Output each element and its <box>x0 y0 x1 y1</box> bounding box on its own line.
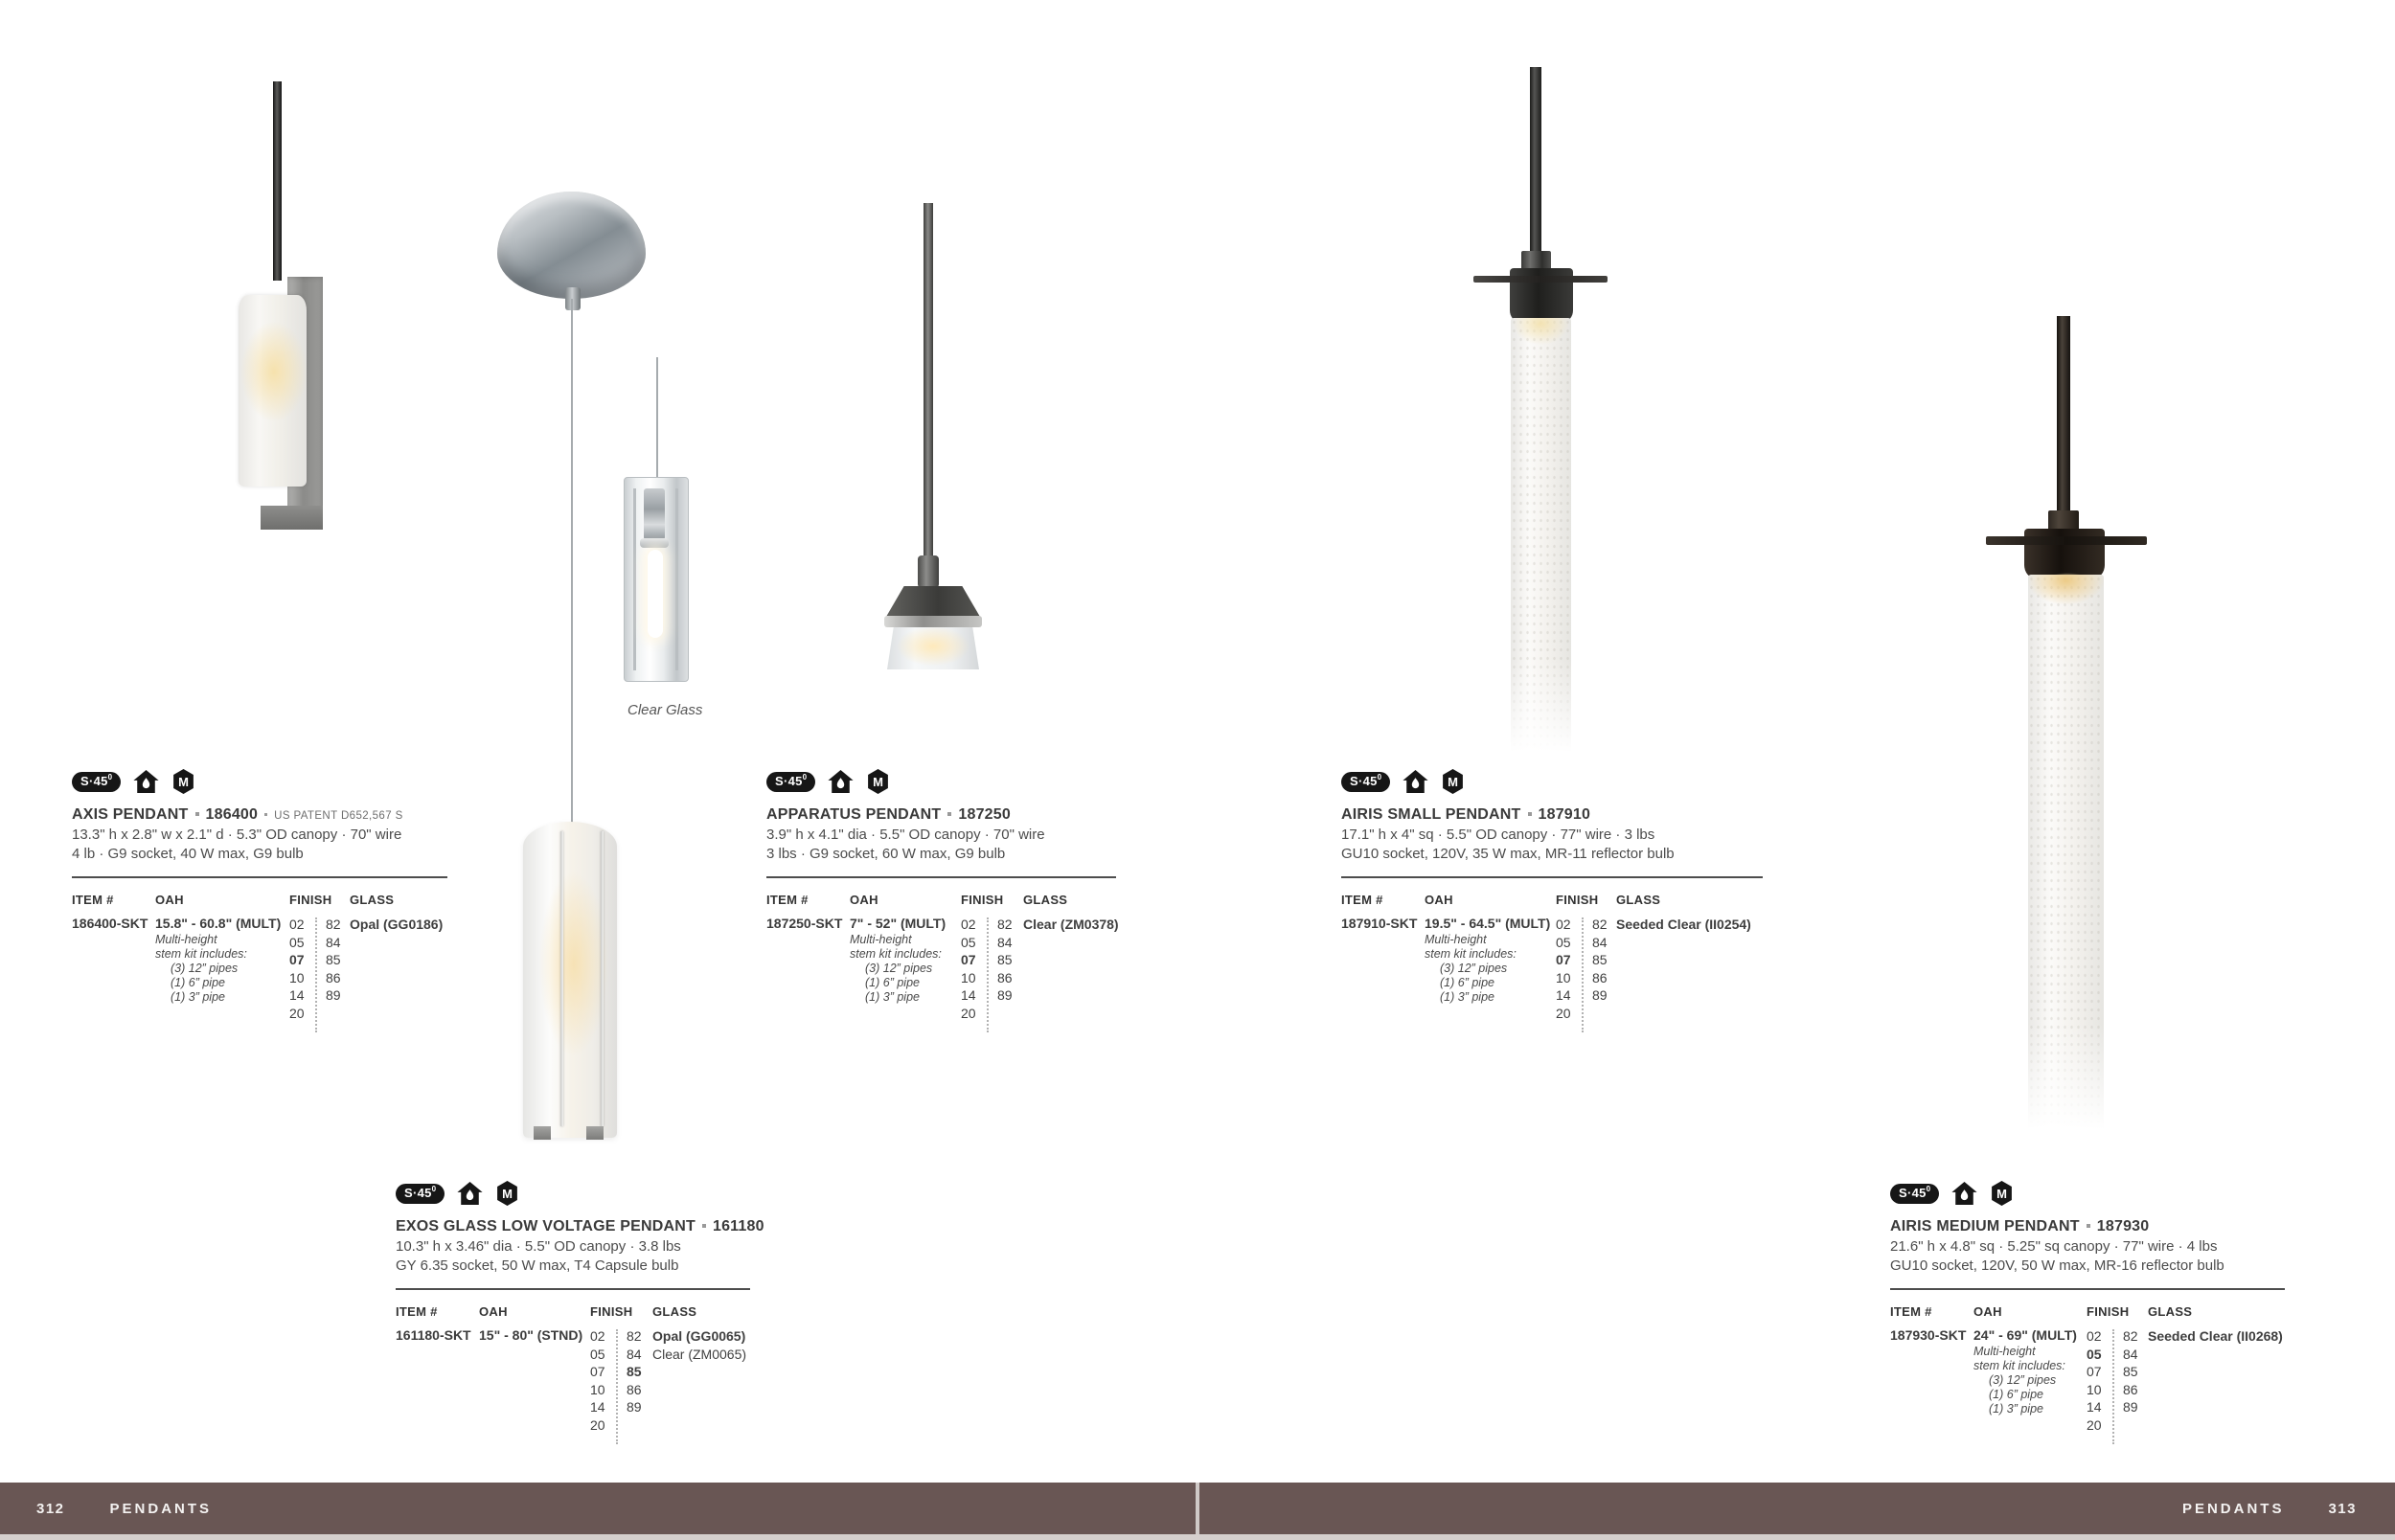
finish-code: 84 <box>2123 1346 2138 1362</box>
exos-pendant-photo <box>493 192 714 1149</box>
item-number: 187930-SKT <box>1890 1327 1967 1343</box>
finish-code: 82 <box>627 1328 642 1344</box>
spec-line-2: 4 lb · G9 socket, 40 W max, G9 bulb <box>72 846 304 862</box>
product-block-apparatus <box>766 757 1119 1073</box>
divider-rule <box>72 876 447 878</box>
oah-note: (1) 6” pipe <box>1989 1388 2043 1401</box>
col-header-glass: GLASS <box>1023 893 1068 907</box>
finish-dotted-divider <box>315 917 317 1032</box>
product-name: EXOS GLASS LOW VOLTAGE PENDANT <box>396 1218 696 1234</box>
product-block-airis-small <box>1341 757 1763 1073</box>
finish-codes-col1 <box>961 916 980 1023</box>
glass-options <box>2148 1327 2283 1346</box>
glass-option: Clear (ZM0378) <box>1023 917 1119 932</box>
finish-code: 14 <box>590 1399 605 1415</box>
finish-code: 10 <box>961 969 976 985</box>
product-block-airis-medium <box>1890 1168 2285 1484</box>
product-sku: 186400 <box>205 806 259 823</box>
finish-code: 14 <box>2087 1399 2102 1415</box>
finish-code: 14 <box>289 987 305 1004</box>
glass-options <box>1023 916 1119 934</box>
axis-pendant-photo <box>230 81 335 532</box>
col-header-item: ITEM # <box>766 893 809 907</box>
apparatus-ring <box>884 616 982 627</box>
finish-code: 84 <box>627 1346 642 1362</box>
product-sku: 187930 <box>2096 1218 2150 1234</box>
certification-badges <box>1341 769 1465 794</box>
product-name: AIRIS SMALL PENDANT <box>1341 806 1521 823</box>
product-title <box>396 1218 764 1235</box>
svg-text:M: M <box>873 775 884 789</box>
certification-badges <box>396 1181 519 1206</box>
airis-medium-seeded-glass <box>2028 575 2104 1135</box>
finish-codes-col2 <box>997 916 1016 1005</box>
item-number: 186400-SKT <box>72 916 148 931</box>
spec-line-1: 17.1" h x 4" sq · 5.5" OD canopy · 77" wire · 3 lbs <box>1341 827 1655 843</box>
spec-line-2: GU10 socket, 120V, 35 W max, MR-11 reflector bulb <box>1341 846 1675 862</box>
page-number-right: 313 <box>2328 1500 2357 1517</box>
finish-dotted-divider <box>616 1329 618 1444</box>
oah-note: (1) 3” pipe <box>1989 1402 2043 1415</box>
finish-code: 07 <box>961 952 976 968</box>
glass-options <box>1616 916 1751 934</box>
finish-codes-col1 <box>289 916 308 1023</box>
finish-code: 85 <box>627 1364 642 1380</box>
oah-notes <box>155 933 281 1005</box>
col-header-finish: FINISH <box>2087 1304 2130 1319</box>
finish-codes-col1 <box>590 1327 609 1435</box>
product-title <box>72 806 403 824</box>
product-block-exos <box>396 1168 764 1484</box>
oah-value: 15.8" - 60.8" (MULT) <box>155 916 282 931</box>
svg-text:M: M <box>502 1187 513 1201</box>
oah-notes <box>1973 1345 2077 1416</box>
product-name: AXIS PENDANT <box>72 806 189 823</box>
item-number: 187910-SKT <box>1341 916 1418 931</box>
certification-badges <box>72 769 195 794</box>
finish-code: 89 <box>997 987 1013 1004</box>
axis-foot-bracket <box>261 506 323 530</box>
finish-codes-col1 <box>2087 1327 2106 1435</box>
product-sku: 187250 <box>958 806 1011 823</box>
finish-code: 82 <box>997 917 1013 932</box>
col-header-finish: FINISH <box>289 893 332 907</box>
apparatus-head <box>886 586 980 617</box>
finish-code: 85 <box>2123 1364 2138 1380</box>
finish-code: 20 <box>1556 1005 1571 1021</box>
finish-code: 02 <box>590 1328 605 1344</box>
finish-codes-col2 <box>627 1327 646 1416</box>
product-title <box>1890 1218 2149 1235</box>
finish-code: 07 <box>289 952 305 968</box>
finish-code: 05 <box>2087 1346 2102 1362</box>
oah-note: (1) 6” pipe <box>171 976 225 989</box>
oah-note: (3) 12” pipes <box>1989 1373 2057 1387</box>
oah-notes <box>850 933 946 1005</box>
col-header-glass: GLASS <box>2148 1304 2193 1319</box>
finish-code: 86 <box>326 969 341 985</box>
oah-note: (3) 12” pipes <box>171 962 239 975</box>
airis-small-seeded-glass <box>1511 318 1571 757</box>
col-header-oah: OAH <box>1973 1304 2002 1319</box>
finish-code: 05 <box>289 934 305 950</box>
spec-table <box>1890 1304 2285 1477</box>
finish-code: 10 <box>590 1381 605 1397</box>
oah-value: 24" - 69" (MULT) <box>1973 1327 2077 1343</box>
product-sku: 161180 <box>712 1218 764 1234</box>
col-header-item: ITEM # <box>72 893 114 907</box>
m-hexagon-icon <box>1441 769 1465 794</box>
oah-note: Multi-height <box>1973 1345 2036 1358</box>
damp-location-icon <box>1403 770 1428 793</box>
glass-option: Opal (GG0065) <box>652 1328 746 1344</box>
spec-table <box>396 1304 750 1477</box>
col-header-oah: OAH <box>850 893 878 907</box>
col-header-glass: GLASS <box>350 893 395 907</box>
finish-code: 10 <box>2087 1381 2102 1397</box>
spec-line-2: 3 lbs · G9 socket, 60 W max, G9 bulb <box>766 846 1006 862</box>
damp-location-icon <box>133 770 159 793</box>
exos-metal-strip-left <box>560 831 563 1126</box>
spec-table <box>766 893 1119 1065</box>
glass-options <box>350 916 443 934</box>
exos-wire <box>571 299 573 833</box>
finish-code: 05 <box>1556 934 1571 950</box>
finish-code: 05 <box>961 934 976 950</box>
spec-line-1: 21.6" h x 4.8" sq · 5.25" sq canopy · 77" wire · 4 lbs <box>1890 1238 2218 1255</box>
finish-code: 86 <box>627 1381 642 1397</box>
divider-rule <box>766 876 1116 878</box>
spec-table <box>1341 893 1763 1065</box>
finish-code: 07 <box>590 1364 605 1380</box>
col-header-item: ITEM # <box>1890 1304 1932 1319</box>
finish-code: 20 <box>961 1005 976 1021</box>
separator-dot <box>947 812 951 816</box>
separator-dot <box>1528 812 1532 816</box>
finish-code: 85 <box>997 952 1013 968</box>
s45-badge: S·45 $^0$ <box>1890 1184 1939 1204</box>
product-block-axis <box>72 757 447 1073</box>
axis-opal-glass <box>239 295 307 487</box>
clear-glass-ring <box>640 538 669 548</box>
finish-code: 89 <box>326 987 341 1004</box>
s45-badge: S·45 $^0$ <box>1341 772 1390 792</box>
oah-note: (1) 3” pipe <box>171 990 225 1004</box>
finish-code: 86 <box>2123 1381 2138 1397</box>
finish-code: 85 <box>326 952 341 968</box>
finish-code: 82 <box>1592 917 1608 932</box>
axis-stem <box>273 81 282 281</box>
item-number: 161180-SKT <box>396 1327 471 1343</box>
divider-rule <box>1341 876 1763 878</box>
certification-badges <box>1890 1181 2014 1206</box>
clear-glass-strip-left <box>633 488 636 670</box>
col-header-item: ITEM # <box>396 1304 438 1319</box>
oah-note: stem kit includes: <box>1973 1359 2065 1372</box>
finish-code: 07 <box>1556 952 1571 968</box>
col-header-item: ITEM # <box>1341 893 1383 907</box>
airis-small-stem <box>1530 67 1541 255</box>
divider-rule <box>396 1288 750 1290</box>
exos-canopy <box>497 192 646 299</box>
oah-note: (3) 12” pipes <box>865 962 933 975</box>
spec-line-1: 3.9" h x 4.1" dia · 5.5" OD canopy · 70" wire <box>766 827 1045 843</box>
oah-note: Multi-height <box>850 933 912 946</box>
s45-badge: S·45 $^0$ <box>72 772 121 792</box>
oah-note: stem kit includes: <box>850 947 942 961</box>
glass-option: Seeded Clear (II0268) <box>2148 1328 2283 1344</box>
spec-line-2: GY 6.35 socket, 50 W max, T4 Capsule bulb <box>396 1257 679 1274</box>
finish-code: 10 <box>289 969 305 985</box>
finish-code: 07 <box>2087 1364 2102 1380</box>
finish-code: 02 <box>961 917 976 932</box>
oah-notes <box>1425 933 1550 1005</box>
s45-badge: S·45 $^0$ <box>766 772 815 792</box>
finish-codes-col1 <box>1556 916 1575 1023</box>
spec-line-1: 10.3" h x 3.46" dia · 5.5" OD canopy · 3.8 lbs <box>396 1238 681 1255</box>
separator-dot <box>702 1224 706 1228</box>
exos-metal-strip-right <box>601 831 604 1126</box>
svg-text:M: M <box>1448 775 1459 789</box>
clear-glass-strip-right <box>675 488 678 670</box>
oah-note: (1) 3” pipe <box>1440 990 1494 1004</box>
col-header-finish: FINISH <box>961 893 1004 907</box>
airis-medium-flange <box>1986 536 2147 545</box>
glass-options <box>652 1327 746 1364</box>
finish-code: 02 <box>2087 1328 2102 1344</box>
m-hexagon-icon <box>1990 1181 2014 1206</box>
footer-bar-right <box>1199 1483 2395 1534</box>
oah-note: Multi-height <box>1425 933 1487 946</box>
damp-location-icon <box>828 770 854 793</box>
finish-codes-col2 <box>1592 916 1611 1005</box>
m-hexagon-icon <box>866 769 890 794</box>
apparatus-clear-glass <box>887 627 979 669</box>
divider-rule <box>1890 1288 2285 1290</box>
product-name: AIRIS MEDIUM PENDANT <box>1890 1218 2080 1234</box>
separator-dot <box>2087 1224 2090 1228</box>
col-header-oah: OAH <box>1425 893 1453 907</box>
finish-code: 14 <box>1556 987 1571 1004</box>
separator-dot <box>264 813 267 816</box>
finish-code: 89 <box>1592 987 1608 1004</box>
col-header-glass: GLASS <box>652 1304 697 1319</box>
col-header-oah: OAH <box>479 1304 508 1319</box>
footer-section-label-right: PENDANTS <box>2181 1500 2285 1517</box>
finish-code: 20 <box>2087 1416 2102 1433</box>
finish-code: 82 <box>326 917 341 932</box>
finish-code: 20 <box>590 1416 605 1433</box>
damp-location-icon <box>1951 1182 1977 1205</box>
svg-text:M: M <box>178 775 190 789</box>
oah-value: 7" - 52" (MULT) <box>850 916 947 931</box>
finish-dotted-divider <box>2112 1329 2114 1444</box>
s45-badge: S·45 $^0$ <box>396 1184 445 1204</box>
oah-note: (3) 12” pipes <box>1440 962 1508 975</box>
apparatus-coupler <box>918 555 939 588</box>
m-hexagon-icon <box>495 1181 519 1206</box>
clear-glass-socket <box>644 488 665 540</box>
clear-glass-caption: Clear Glass <box>627 702 703 718</box>
product-sku: 187910 <box>1538 806 1591 823</box>
product-title <box>1341 806 1590 824</box>
footer-bar-left <box>0 1483 1196 1534</box>
damp-location-icon <box>457 1182 483 1205</box>
oah-value: 19.5" - 64.5" (MULT) <box>1425 916 1551 931</box>
airis-small-pendant-photo <box>1466 67 1609 757</box>
oah-note: (1) 3” pipe <box>865 990 920 1004</box>
apparatus-stem <box>924 203 933 559</box>
finish-code: 84 <box>326 934 341 950</box>
footer-section-label-left: PENDANTS <box>109 1500 213 1517</box>
exos-canopy-fitting <box>565 287 581 310</box>
spec-line-2: GU10 socket, 120V, 50 W max, MR-16 reflector bulb <box>1890 1257 2224 1274</box>
clear-glass-capsule-bulb <box>648 550 663 638</box>
finish-codes-col2 <box>326 916 345 1005</box>
product-title <box>766 806 1011 824</box>
airis-medium-pendant-photo <box>1983 316 2151 1140</box>
finish-code: 86 <box>997 969 1013 985</box>
apparatus-pendant-photo <box>881 203 987 677</box>
finish-code: 89 <box>627 1399 642 1415</box>
separator-dot <box>195 812 199 816</box>
finish-code: 84 <box>1592 934 1608 950</box>
col-header-glass: GLASS <box>1616 893 1661 907</box>
finish-code: 10 <box>1556 969 1571 985</box>
finish-code: 86 <box>1592 969 1608 985</box>
patent-note: US PATENT D652,567 S <box>274 810 403 822</box>
spec-table <box>72 893 447 1065</box>
exos-foot-left <box>534 1126 551 1140</box>
airis-small-flange <box>1473 276 1608 283</box>
finish-code: 02 <box>289 917 305 932</box>
airis-medium-stem <box>2057 316 2070 519</box>
finish-code: 89 <box>2123 1399 2138 1415</box>
glass-option: Clear (ZM0065) <box>652 1347 747 1362</box>
col-header-finish: FINISH <box>1556 893 1599 907</box>
glass-option: Opal (GG0186) <box>350 917 444 932</box>
page-number-left: 312 <box>36 1500 65 1517</box>
oah-value: 15" - 80" (STND) <box>479 1327 583 1343</box>
finish-code: 05 <box>590 1346 605 1362</box>
finish-code: 84 <box>997 934 1013 950</box>
finish-dotted-divider <box>987 917 989 1032</box>
finish-codes-col2 <box>2123 1327 2142 1416</box>
spec-line-1: 13.3" h x 2.8" w x 2.1" d · 5.3" OD canopy · 70" wire <box>72 827 402 843</box>
svg-text:M: M <box>1996 1187 2008 1201</box>
finish-code: 82 <box>2123 1328 2138 1344</box>
m-hexagon-icon <box>171 769 195 794</box>
finish-code: 02 <box>1556 917 1571 932</box>
oah-note: stem kit includes: <box>155 947 247 961</box>
finish-code: 20 <box>289 1005 305 1021</box>
footer-bottom-strip <box>0 1534 2395 1540</box>
oah-note: Multi-height <box>155 933 217 946</box>
finish-code: 14 <box>961 987 976 1004</box>
finish-code: 85 <box>1592 952 1608 968</box>
product-name: APPARATUS PENDANT <box>766 806 942 823</box>
certification-badges <box>766 769 890 794</box>
oah-note: (1) 6” pipe <box>865 976 920 989</box>
exos-foot-right <box>586 1126 604 1140</box>
col-header-oah: OAH <box>155 893 184 907</box>
col-header-finish: FINISH <box>590 1304 633 1319</box>
oah-note: (1) 6” pipe <box>1440 976 1494 989</box>
clear-glass-wire <box>656 357 658 479</box>
airis-small-hex-coupler <box>1521 251 1551 270</box>
item-number: 187250-SKT <box>766 916 843 931</box>
finish-dotted-divider <box>1582 917 1584 1032</box>
oah-note: stem kit includes: <box>1425 947 1517 961</box>
glass-option: Seeded Clear (II0254) <box>1616 917 1751 932</box>
